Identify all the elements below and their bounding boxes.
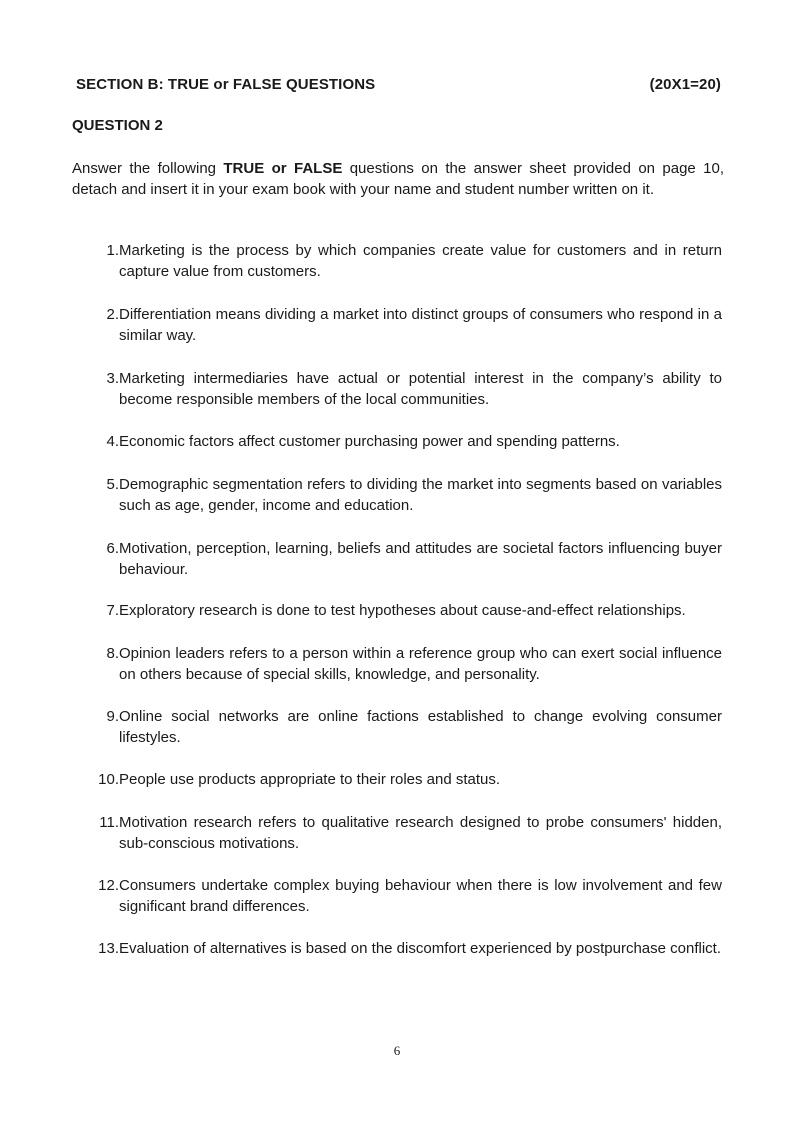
question-item xyxy=(92,538,722,580)
question-item xyxy=(92,474,722,516)
question-text: Consumers undertake complex buying behaviour when there is low involvement and few significant brand differences. xyxy=(119,877,722,915)
question-text: Marketing intermediaries have actual or potential interest in the company’s ability to become responsible members of the local communities. xyxy=(119,370,722,408)
question-item xyxy=(92,938,722,959)
question-number: 3. xyxy=(106,370,119,387)
instructions xyxy=(72,158,724,200)
question-number: 9. xyxy=(106,708,119,725)
question-item xyxy=(92,304,722,346)
section-marks: (20X1=20) xyxy=(649,76,721,93)
question-text: Demographic segmentation refers to dividing the market into segments based on variables such as age, gender, income and education. xyxy=(119,476,722,514)
question-text: Motivation, perception, learning, beliefs and attitudes are societal factors influencing buyer behaviour. xyxy=(119,540,722,578)
question-text: Differentiation means dividing a market into distinct groups of consumers who respond in a similar way. xyxy=(119,306,722,344)
section-title: SECTION B: TRUE or FALSE QUESTIONS xyxy=(76,76,376,93)
question-number: 6. xyxy=(106,540,119,557)
question-item xyxy=(92,240,722,282)
question-number: 7. xyxy=(106,602,119,619)
question-text: Motivation research refers to qualitative research designed to probe consumers' hidden, sub-conscious motivations. xyxy=(119,814,722,852)
question-item xyxy=(92,812,722,854)
question-text: Evaluation of alternatives is based on the discomfort experienced by postpurchase conflict. xyxy=(119,940,722,957)
question-item xyxy=(92,706,722,748)
question-item xyxy=(92,600,722,621)
question-number: 2. xyxy=(106,306,119,323)
question-number: 4. xyxy=(106,433,119,450)
question-number: 10. xyxy=(98,771,119,788)
question-item xyxy=(92,368,722,410)
question-number: 1. xyxy=(106,242,119,259)
question-number: 5. xyxy=(106,476,119,493)
question-text: Opinion leaders refers to a person within a reference group who can exert social influence on others because of special skills, knowledge, and personality. xyxy=(119,645,722,683)
instructions-emphasis: TRUE or FALSE xyxy=(223,160,343,177)
instructions-suffix: questions on the answer sheet provided on page 10, detach and insert it in your exam book with your name and student number written on it. xyxy=(72,160,724,198)
question-number: 13. xyxy=(98,940,119,957)
question-number: 8. xyxy=(106,645,119,662)
question-item xyxy=(92,431,722,452)
question-item xyxy=(92,875,722,917)
question-text: Online social networks are online factions established to change evolving consumer lifestyles. xyxy=(119,708,722,746)
question-item xyxy=(92,769,722,790)
question-text: People use products appropriate to their roles and status. xyxy=(119,771,501,788)
question-item xyxy=(92,643,722,685)
question-text: Marketing is the process by which companies create value for customers and in return capture value from customers. xyxy=(119,242,722,280)
page-number: 6 xyxy=(393,1043,401,1058)
question-label: QUESTION 2 xyxy=(72,117,163,134)
question-text: Economic factors affect customer purchasing power and spending patterns. xyxy=(119,433,620,450)
question-number: 11. xyxy=(99,814,119,831)
question-text: Exploratory research is done to test hypotheses about cause-and-effect relationships. xyxy=(119,602,686,619)
instructions-prefix: Answer the following xyxy=(72,160,224,177)
question-number: 12. xyxy=(98,877,119,894)
